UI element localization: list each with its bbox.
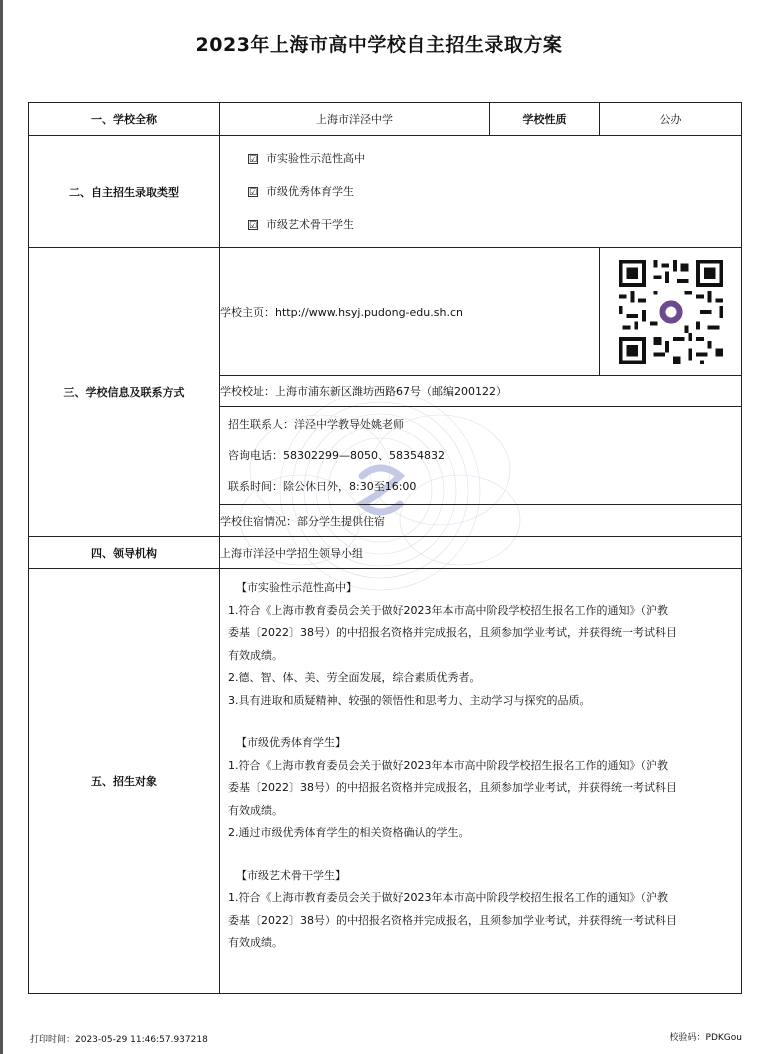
recruit-line: 2.德、智、体、美、劳全面发展，综合素质优秀者。	[228, 671, 481, 684]
row-leadership	[29, 537, 742, 569]
checked-box-icon: ☑	[249, 220, 258, 231]
school-info-label: 三、学校信息及联系方式	[29, 248, 220, 537]
recruit-line: 有效成绩。	[228, 936, 283, 949]
school-nature-label: 学校性质	[490, 103, 600, 136]
admission-types-cell	[220, 136, 742, 248]
recruit-line: 委基〔2022〕38号）的中招报名资格并完成报名，且须参加学业考试，并获得统一考试科目	[228, 913, 677, 927]
recruit-targets-label: 五、招生对象	[29, 569, 220, 994]
admission-table	[28, 102, 742, 994]
admission-type-label: 市级优秀体育学生	[266, 185, 354, 198]
school-address: 学校校址：上海市浦东新区潍坊西路67号（邮编200122）	[220, 376, 742, 407]
admission-type-item	[248, 175, 741, 208]
page-edge	[0, 0, 3, 1054]
admission-type-item	[248, 208, 741, 241]
checked-box-icon: ☑	[249, 187, 258, 198]
recruit-line: 委基〔2022〕38号）的中招报名资格并完成报名，且须参加学业考试，并获得统一考试科目	[228, 781, 677, 794]
admission-type-item	[248, 142, 741, 175]
recruit-line: 1.符合《上海市教育委员会关于做好2023年本市高中阶段学校招生报名工作的通知》（沪教	[228, 603, 668, 617]
row-school-name	[29, 103, 742, 136]
section-spacer	[228, 712, 733, 732]
school-nature-value: 公办	[600, 103, 742, 136]
leadership-value: 上海市洋泾中学招生领导小组	[220, 537, 742, 569]
contact-info-cell	[220, 407, 742, 505]
contact-phone: 咨询电话：58302299—8050、58354832	[228, 449, 445, 462]
qr-code-cell	[600, 248, 742, 376]
qr-code-icon	[615, 256, 727, 368]
school-homepage: 学校主页：http://www.hsyj.pudong-edu.sh.cn	[220, 248, 600, 376]
recruit-line: 3.具有进取和质疑精神、较强的领悟性和思考力、主动学习与探究的品质。	[228, 693, 591, 707]
row-school-homepage	[29, 248, 742, 376]
contact-hours: 联系时间：除公休日外，8:30至16:00	[228, 480, 417, 493]
checked-box-icon: ☑	[249, 154, 258, 165]
row-admission-types	[29, 136, 742, 248]
recruit-section-heading: 【市级优秀体育学生】	[236, 736, 346, 749]
admission-type-label: 市实验性示范性高中	[266, 152, 365, 165]
recruit-line: 1.符合《上海市教育委员会关于做好2023年本市高中阶段学校招生报名工作的通知》（沪教	[228, 758, 668, 772]
school-name-value: 上海市洋泾中学	[220, 103, 490, 136]
contact-person: 招生联系人：洋泾中学教导处姚老师	[228, 418, 404, 431]
recruit-line: 委基〔2022〕38号）的中招报名资格并完成报名，且须参加学业考试，并获得统一考试科目	[228, 626, 677, 639]
recruit-section-heading: 【市实验性示范性高中】	[236, 581, 357, 594]
admission-type-label: 市级艺术骨干学生	[266, 218, 354, 231]
leadership-label: 四、领导机构	[29, 537, 220, 569]
recruit-line: 有效成绩。	[228, 803, 283, 817]
recruit-section-heading: 【市级艺术骨干学生】	[236, 868, 346, 882]
school-name-label: 一、学校全称	[29, 103, 220, 136]
recruit-targets-cell	[220, 569, 742, 994]
page-title: 2023年上海市高中学校自主招生录取方案	[195, 34, 563, 56]
recruit-line: 有效成绩。	[228, 648, 283, 662]
row-recruit-targets	[29, 569, 742, 994]
section-spacer	[228, 845, 733, 865]
recruit-line: 2.通过市级优秀体育学生的相关资格确认的学生。	[228, 826, 470, 839]
dorm-info: 学校住宿情况：部分学生提供住宿	[220, 505, 742, 537]
admission-types-list	[220, 136, 741, 247]
verify-code: 校验码：PDKGou	[669, 1033, 742, 1043]
admission-types-label: 二、自主招生录取类型	[29, 136, 220, 248]
recruit-line: 1.符合《上海市教育委员会关于做好2023年本市高中阶段学校招生报名工作的通知》（沪教	[228, 891, 668, 904]
recruit-targets-content	[220, 569, 741, 965]
print-time: 打印时间：2023-05-29 11:46:57.937218	[30, 1035, 208, 1045]
